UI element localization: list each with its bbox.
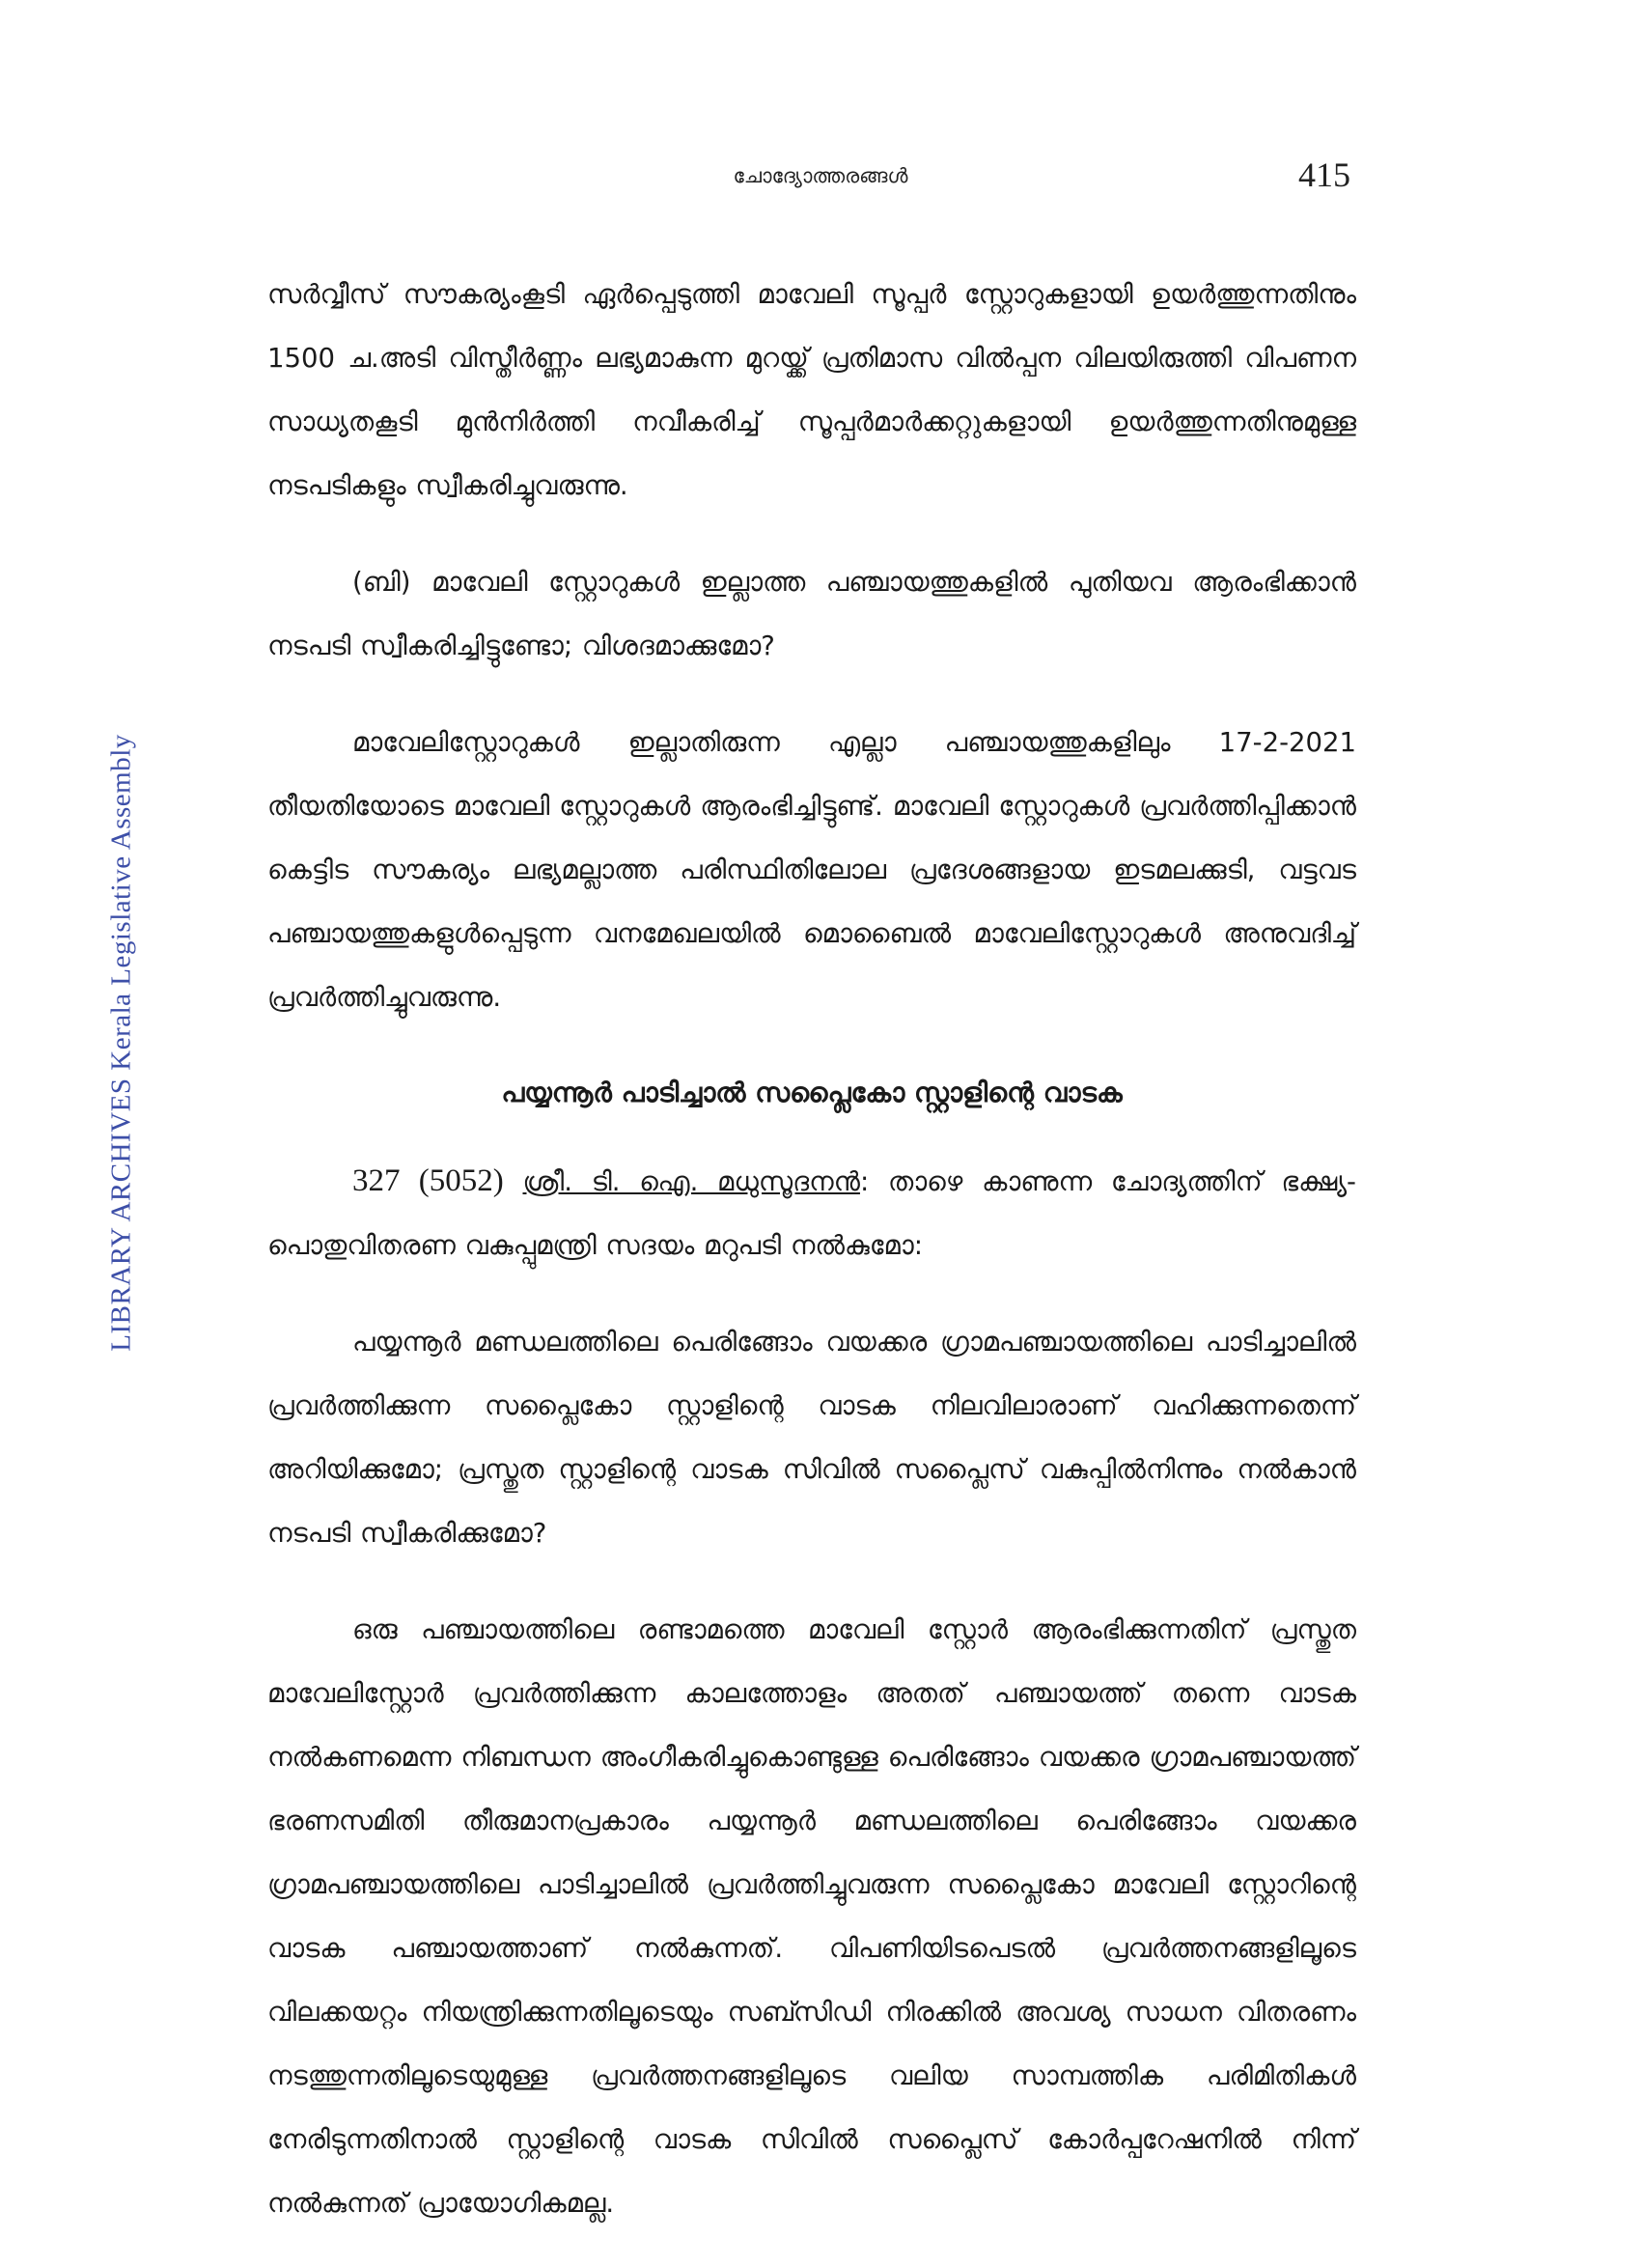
question-intro-paragraph [267, 1149, 1356, 1277]
running-head: ചോദ്യോത്തരങ്ങൾ [733, 164, 908, 187]
answer-b-paragraph: മാവേലിസ്റ്റോറുകൾ ഇല്ലാതിരുന്ന എല്ലാ പഞ്ചായത്തുകളിലും 17-2-2021 തീയതിയോടെ മാവേലി സ്റ്റോറുകൾ ആരംഭിച്ചിട്ടുണ്ട്. മാവേലി സ്റ്റോറുകൾ പ്രവർത്തിപ്പിക്കാൻ കെട്ടിട സൗകര്യം ലഭ്യമല്ലാത്ത പരിസ്ഥിതിലോല പ്രദേശങ്ങളായ ഇടമലക്കുടി, വട്ടവട പഞ്ചായത്തുകളുൾപ്പെടുന്ന വനമേഖലയിൽ മൊബൈൽ മാവേലിസ്റ്റോറുകൾ അനുവദിച്ച് പ്രവർത്തിച്ചുവരുന്നു. [267, 727, 1356, 1013]
answer-continuation-paragraph: സർവ്വീസ് സൗകര്യംകൂടി ഏർപ്പെടുത്തി മാവേലി സൂപ്പർ സ്റ്റോറുകളായി ഉയർത്തുന്നതിനും 1500 ച.അടി വിസ്തീർണ്ണം ലഭ്യമാകുന്ന മുറയ്ക്ക് പ്രതിമാസ വിൽപ്പന വിലയിരുത്തി വിപണന സാധ്യതകൂടി മുൻനിർത്തി നവീകരിച്ച് സൂപ്പർമാർക്കറ്റുകളായി ഉയർത്തുന്നതിനുമുള്ള നടപടികളും സ്വീകരിച്ചുവരുന്നു. [267, 279, 1356, 501]
question-paragraph: പയ്യന്നൂർ മണ്ഡലത്തിലെ പെരിങ്ങോം വയക്കര ഗ്രാമപഞ്ചായത്തിലെ പാടിച്ചാലിൽ പ്രവർത്തിക്കുന്ന സപ്ലൈകോ സ്റ്റാളിന്റെ വാടക നിലവിലാരാണ് വഹിക്കുന്നതെന്ന് അറിയിക്കുമോ; പ്രസ്തുത സ്റ്റാളിന്റെ വാടക സിവിൽ സപ്ലൈസ് വകുപ്പിൽനിന്നും നൽകാൻ നടപടി സ്വീകരിക്കുമോ? [267, 1327, 1356, 1549]
question-intro-text: : താഴെ കാണുന്ന ചോദ്യത്തിന് ഭക്ഷ്യ-പൊതുവിതരണ വകുപ്പുമന്ത്രി സദയം മറുപടി നൽകുമോ: [267, 1166, 1356, 1261]
question-heading: പയ്യന്നൂർ പാടിച്ചാൽ സപ്ലൈകോ സ്റ്റാളിന്റെ വാടക [501, 1077, 1123, 1108]
question-number: 327 (5052) [352, 1163, 504, 1198]
question-b-paragraph: (ബി) മാവേലി സ്റ്റോറുകൾ ഇല്ലാത്ത പഞ്ചായത്തുകളിൽ പുതിയവ ആരംഭിക്കാൻ നടപടി സ്വീകരിച്ചിട്ടുണ്ടോ; വിശദമാക്കുമോ? [267, 567, 1356, 661]
page-number: 415 [1298, 155, 1350, 194]
watermark-text: LIBRARY ARCHIVES Kerala Legislative Assembly [105, 734, 137, 1352]
member-name: ശ്രീ. ടി. ഐ. മധുസൂദനൻ [522, 1166, 860, 1197]
page-body [267, 263, 1356, 2268]
answer-paragraph: ഒരു പഞ്ചായത്തിലെ രണ്ടാമത്തെ മാവേലി സ്റ്റോർ ആരംഭിക്കുന്നതിന് പ്രസ്തുത മാവേലിസ്റ്റോർ പ്രവർത്തിക്കുന്ന കാലത്തോളം അതത് പഞ്ചായത്ത് തന്നെ വാടക നൽകണമെന്ന നിബന്ധന അംഗീകരിച്ചുകൊണ്ടുള്ള പെരിങ്ങോം വയക്കര ഗ്രാമപഞ്ചായത്ത് ഭരണസമിതി തീരുമാനപ്രകാരം പയ്യന്നൂർ മണ്ഡലത്തിലെ പെരിങ്ങോം വയക്കര ഗ്രാമപഞ്ചായത്തിലെ പാടിച്ചാലിൽ പ്രവർത്തിച്ചുവരുന്ന സപ്ലൈകോ മാവേലി സ്റ്റോറിന്റെ വാടക പഞ്ചായത്താണ് നൽകുന്നത്. വിപണിയിടപെടൽ പ്രവർത്തനങ്ങളിലൂടെ വിലക്കയറ്റം നിയന്ത്രിക്കുന്നതിലൂടെയും സബ്സിഡി നിരക്കിൽ അവശ്യ സാധന വിതരണം നടത്തുന്നതിലൂടെയുമുള്ള പ്രവർത്തനങ്ങളിലൂടെ വലിയ സാമ്പത്തിക പരിമിതികൾ നേരിടുന്നതിനാൽ സ്റ്റാളിന്റെ വാടക സിവിൽ സപ്ലൈസ് കോർപ്പറേഷനിൽ നിന്ന് നൽകുന്നത് പ്രായോഗികമല്ല. [267, 1614, 1356, 2219]
